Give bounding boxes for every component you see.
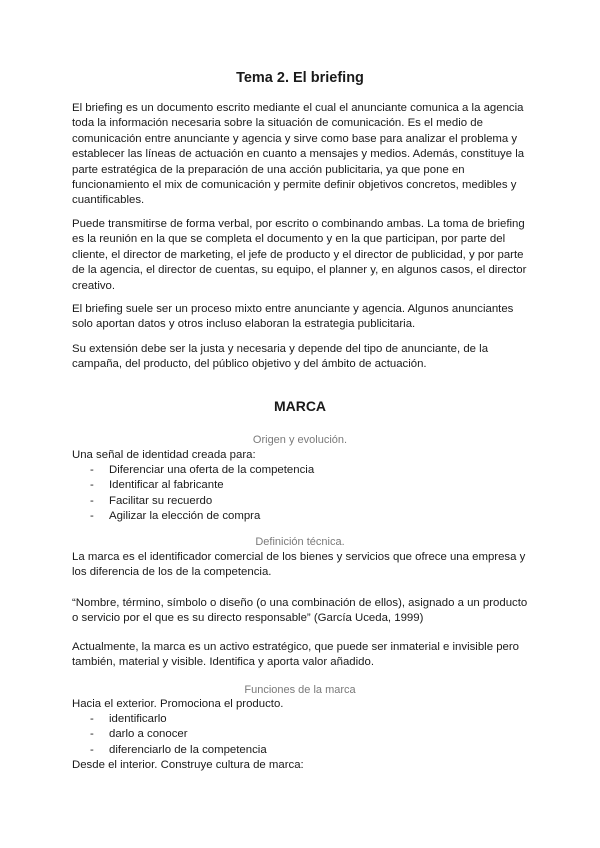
intro-paragraph-1: El briefing es un documento escrito mediante el cual el anunciante comunica a la agencia toda la información necesaria sobre la situación de comunicación. Es el medio de comunicación entre anunciante y agencia y sirve como base para analizar el problema y establecer las líneas de actuación en cuanto a mensajes y medios. Además, constituye la parte estratégica de la preparación de una acción publicitaria, ya que pone en funcionamiento el mix de comunicación y permite definir objetivos concretos, medibles y cuantificables. (72, 102, 525, 207)
list-item: - Diferenciar una oferta de la competencia (72, 463, 314, 478)
origen-lead: Una señal de identidad creada para: (72, 449, 256, 461)
funciones-list (72, 712, 267, 758)
funciones-exterior: Hacia el exterior. Promociona el producto. (72, 698, 284, 710)
list-item: - diferenciarlo de la competencia (72, 743, 267, 758)
section-heading-marca: MARCA (273, 398, 327, 414)
definicion-paragraph: La marca es el identificador comercial de los bienes y servicios que ofrece una empresa y los diferencia de los de la competencia. (72, 551, 526, 579)
list-item: - Facilitar su recuerdo (72, 494, 314, 509)
origen-list (72, 463, 314, 525)
funciones-interior: Desde el interior. Construye cultura de marca: (72, 759, 304, 771)
intro-paragraph-2: Puede transmitirse de forma verbal, por escrito o combinando ambas. La toma de briefing es la reunión en la que se completa el documento y en la que participan, por parte del cliente, el director de marketing, el jefe de producto y el director de publicidad, y por parte de la agencia, el director de cuentas, su equipo, el planner y, en algunos casos, el director creativo. (72, 218, 527, 292)
list-item: - darlo a conocer (72, 727, 267, 742)
subheading-definicion: Definición técnica. (255, 536, 345, 548)
page-title: Tema 2. El briefing (236, 70, 364, 86)
intro-paragraph-3: El briefing suele ser un proceso mixto entre anunciante y agencia. Algunos anunciantes solo aportan datos y otros incluso elaboran la estrategia publicitaria. (72, 303, 514, 331)
subheading-funciones: Funciones de la marca (244, 684, 356, 696)
list-item: - Identificar al fabricante (72, 478, 314, 493)
subheading-origen: Origen y evolución. (252, 434, 348, 446)
intro-paragraph-4: Su extensión debe ser la justa y necesaria y depende del tipo de anunciante, de la campaña, del producto, del público objetivo y del ámbito de actuación. (72, 343, 489, 371)
definicion-paragraph-2: Actualmente, la marca es un activo estratégico, que puede ser inmaterial e invisible pero también, material y visible. Identifica y aporta valor añadido. (72, 641, 520, 669)
list-item: - Agilizar la elección de compra (72, 509, 314, 524)
definicion-quote: “Nombre, término, símbolo o diseño (o una combinación de ellos), asignado a un producto o servicio por el que es su directo responsable” (García Uceda, 1999) (72, 597, 528, 625)
list-item: - identificarlo (72, 712, 267, 727)
